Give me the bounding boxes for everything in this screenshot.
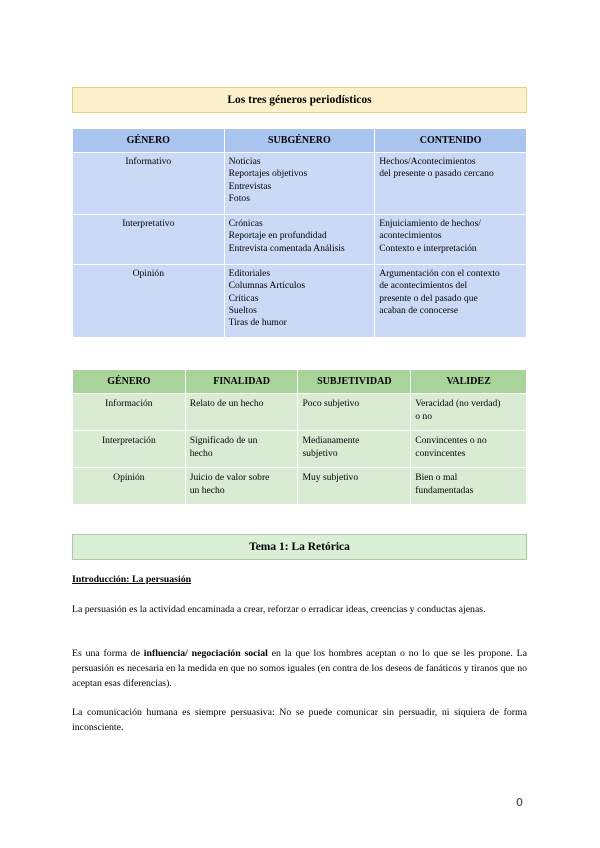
table-header-row [73,370,527,394]
paragraph-2 [72,647,527,691]
paragraph-1: La persuasión es la actividad encaminada a crear, reforzar o erradicar ideas, creencias y conductas ajenas. [72,604,486,615]
cell-line: Bien o mal [415,472,458,483]
cell-line: Crónicas [228,218,263,229]
paragraph-2-start: Es una forma de [72,648,144,659]
cell-line: Columnas Artículos [228,280,306,292]
cell-line: Poco subjetivo [302,398,360,409]
cell-genero: Interpretación [73,431,186,468]
cell-line: Noticias [228,156,261,167]
cell-line: o no [415,411,433,422]
cell-finalidad [185,431,298,468]
cell-line: de acontecimientos del [379,280,468,292]
cell-line: Contexto e interpretación [379,242,477,254]
cell-line: Significado de un [189,435,258,446]
cell-genero: Información [73,394,186,431]
cell-line: Reportajes objetivos [228,168,308,180]
column-header-genero: GÉNERO [73,370,186,394]
cell-line: Entrevistas [228,180,272,192]
cell-line: Veracidad (no verdad) [415,398,501,409]
cell-line: Hechos/Acontecimientos [379,156,476,167]
cell-line: Editoriales [228,268,271,279]
cell-line: del presente o pasado cercano [379,168,494,180]
genres-table [72,128,527,338]
column-header-subgenero: SUBGÉNERO [224,129,375,153]
table-row [73,265,527,338]
cell-line: fundamentadas [415,485,474,496]
cell-contenido [375,153,527,215]
cell-finalidad [185,394,298,431]
column-header-finalidad: FINALIDAD [185,370,298,394]
cell-line: Críticas [228,292,259,304]
cell-line: acaban de conocerse [379,304,459,316]
column-header-subjetividad: SUBJETIVIDAD [298,370,411,394]
cell-subgenero [224,153,375,215]
cell-subgenero [224,215,375,265]
table-row [73,394,527,431]
cell-line: Entrevista comentada Análisis [228,242,345,254]
cell-genero: Opinión [73,468,186,505]
cell-line: presente o del pasado que [379,292,478,304]
cell-line: Muy subjetivo [302,472,359,483]
paragraph-2-bold: influencia/ negociación social [143,648,268,659]
cell-line: un hecho [189,485,225,496]
table-row [73,153,527,215]
cell-subjetividad [298,468,411,505]
cell-subjetividad [298,394,411,431]
cell-genero: Interpretativo [73,215,225,265]
cell-line: Sueltos [228,304,257,316]
column-header-contenido: CONTENIDO [375,129,527,153]
cell-line: Medianamente [302,435,360,446]
page-number: 0 [516,796,523,809]
cell-line: Relato de un hecho [189,398,264,409]
cell-subgenero [224,265,375,338]
cell-line: Tiras de humor [228,317,287,329]
section-title: Tema 1: La Retórica [72,534,527,560]
cell-line: Convincentes o no [415,435,487,446]
cell-genero: Opinión [73,265,225,338]
cell-line: Argumentación con el contexto [379,268,500,279]
cell-line: Fotos [228,192,250,204]
table-row [73,215,527,265]
cell-line: Juicio de valor sobre [189,472,270,483]
table-row [73,468,527,505]
cell-line: Reportaje en profundidad [228,230,327,242]
paragraph-2-end: en la que los hombres aceptan o no lo que se les propone. La persuasión es necesaria en la medida en que no somos iguales (en contra de los deseos de fanáticos y tiranos que no aceptan esas diferencias). [72,648,527,689]
cell-line: subjetivo [302,448,338,459]
cell-validez [411,394,527,431]
cell-contenido [375,215,527,265]
table-header-row [73,129,527,153]
table-row [73,431,527,468]
intro-heading: Introducción: La persuasión [72,574,192,585]
cell-subjetividad [298,431,411,468]
genres-comparison-table [72,369,527,505]
column-header-validez: VALIDEZ [411,370,527,394]
cell-contenido [375,265,527,338]
genres-title: Los tres géneros periodísticos [72,87,527,113]
cell-line: acontecimientos [379,230,442,242]
cell-validez [411,468,527,505]
cell-validez [411,431,527,468]
cell-line: hecho [189,448,213,459]
cell-finalidad [185,468,298,505]
cell-genero: Informativo [73,153,225,215]
cell-line: convincentes [415,448,466,459]
paragraph-3: La comunicación humana es siempre persuasiva: No se puede comunicar sin persuadir, ni siquiera de forma inconsciente. [72,707,527,733]
column-header-genero: GÉNERO [73,129,225,153]
cell-line: Enjuiciamiento de hechos/ [379,218,481,229]
